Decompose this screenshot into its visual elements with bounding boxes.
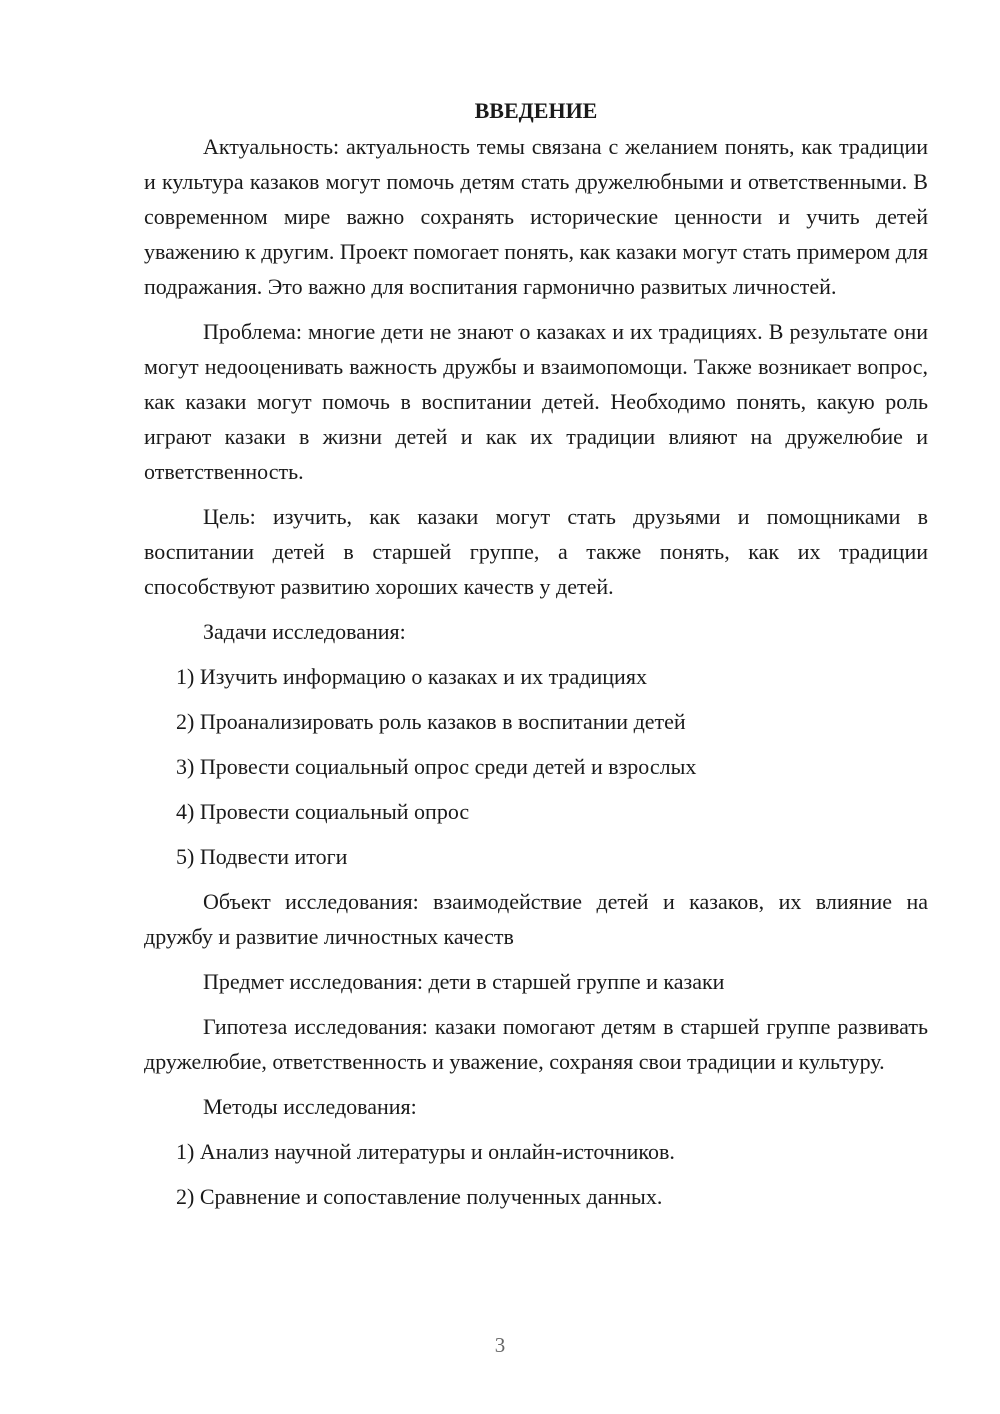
list-item: 4) Провести социальный опрос <box>176 799 470 824</box>
list-item: 1) Изучить информацию о казаках и их традициях <box>176 664 647 689</box>
tasks-heading: Задачи исследования: <box>203 619 406 644</box>
document-body <box>144 95 928 1224</box>
page-title: ВВЕДЕНИЕ <box>474 98 598 123</box>
list-item: 2) Сравнение и сопоставление полученных данных. <box>176 1184 663 1209</box>
list-item: 1) Анализ научной литературы и онлайн-источников. <box>176 1139 675 1164</box>
problem-paragraph: Проблема: многие дети не знают о казаках и их традициях. В результате они могут недооценивать важность дружбы и взаимопомощи. Также возникает вопрос, как казаки могут помочь в воспитании детей. Необходимо понять, какую роль играют казаки в жизни детей и как их традиции влияют на дружелюбие и ответственность. <box>144 319 928 484</box>
object-paragraph: Объект исследования: взаимодействие детей и казаков, их влияние на дружбу и развитие личностных качеств <box>144 889 928 949</box>
page-number: 3 <box>494 1333 506 1357</box>
subject-paragraph: Предмет исследования: дети в старшей группе и казаки <box>203 969 725 994</box>
goal-paragraph: Цель: изучить, как казаки могут стать друзьями и помощниками в воспитании детей в старшей группе, а также понять, как их традиции способствуют развитию хороших качеств у детей. <box>144 504 928 599</box>
relevance-paragraph: Актуальность: актуальность темы связана с желанием понять, как традиции и культура казаков могут помочь детям стать дружелюбными и ответственными. В современном мире важно сохранять исторические ценности и учить детей уважению к другим. Проект помогает понять, как казаки могут стать примером для подражания. Это важно для воспитания гармонично развитых личностей. <box>144 134 928 299</box>
list-item: 3) Провести социальный опрос среди детей и взрослых <box>176 754 697 779</box>
methods-list <box>144 1134 928 1214</box>
list-item: 5) Подвести итоги <box>176 844 348 869</box>
tasks-list <box>144 659 928 874</box>
list-item: 2) Проанализировать роль казаков в воспитании детей <box>176 709 686 734</box>
methods-heading: Методы исследования: <box>203 1094 417 1119</box>
hypothesis-paragraph: Гипотеза исследования: казаки помогают детям в старшей группе развивать дружелюбие, ответственность и уважение, сохраняя свои традиции и культуру. <box>144 1014 928 1074</box>
